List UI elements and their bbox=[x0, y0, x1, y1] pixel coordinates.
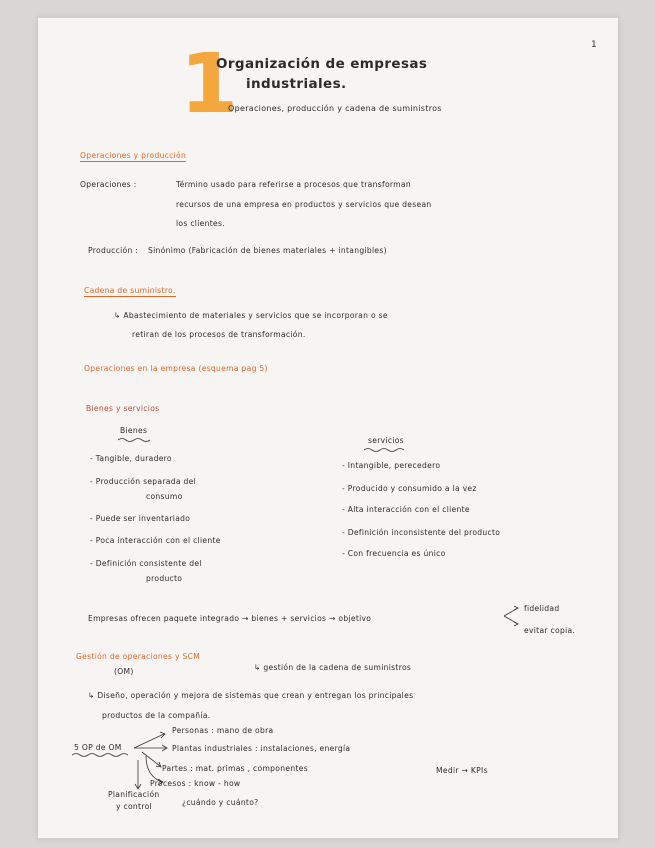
heading-operaciones: Operaciones y producción bbox=[80, 151, 187, 160]
om-definition-line2: productos de la compañía. bbox=[102, 711, 211, 720]
servicios-item: - Intangible, perecedero bbox=[342, 461, 441, 470]
five-p-item: Procesos : know - how bbox=[150, 779, 241, 788]
heading-bienes-servicios: Bienes y servicios bbox=[86, 404, 160, 413]
bienes-underline bbox=[118, 437, 154, 442]
plan-line1: Planificación bbox=[108, 790, 160, 799]
page-title-line1: Organización de empresas bbox=[216, 56, 428, 72]
five-p-underline bbox=[72, 752, 134, 758]
scm-definition: ↳ gestión de la cadena de suministros bbox=[254, 663, 412, 672]
bienes-title: Bienes bbox=[120, 426, 148, 435]
bienes-item: - Producción separada del bbox=[90, 477, 197, 486]
bienes-item: - Tangible, duradero bbox=[90, 454, 172, 463]
cadena-line1: ↳ Abastecimiento de materiales y servicios que se incorporan o se bbox=[114, 311, 388, 320]
heading-operaciones-empresa: Operaciones en la empresa (esquema pag 5) bbox=[84, 364, 268, 373]
bienes-item: producto bbox=[146, 574, 183, 583]
five-p-item: Partes : mat. primas , componentes bbox=[162, 764, 308, 773]
page-number: 1 bbox=[591, 40, 597, 50]
servicios-item: - Producido y consumido a la vez bbox=[342, 484, 477, 493]
page-subtitle: Operaciones, producción y cadena de suministros bbox=[228, 104, 442, 113]
plan-line2: y control bbox=[116, 802, 152, 811]
plan-question: ¿cuándo y cuánto? bbox=[182, 798, 259, 807]
five-p-label: 5 OP de OM bbox=[74, 743, 122, 752]
bienes-item: - Poca interacción con el cliente bbox=[90, 536, 221, 545]
bienes-item: - Definición consistente del bbox=[90, 559, 202, 568]
five-p-item: Personas : mano de obra bbox=[172, 726, 274, 735]
branch-arrows bbox=[502, 604, 522, 628]
def-operaciones-label: Operaciones : bbox=[80, 180, 137, 189]
chapter-number: 1 bbox=[180, 37, 238, 132]
om-abbr: (OM) bbox=[114, 667, 134, 676]
bienes-item: - Puede ser inventariado bbox=[90, 514, 191, 523]
servicios-underline bbox=[364, 447, 410, 452]
def-operaciones-line1: Término usado para referirse a procesos que transforman bbox=[176, 180, 411, 189]
cadena-line2: retiran de los procesos de transformación. bbox=[132, 330, 306, 339]
servicios-item: - Definición inconsistente del producto bbox=[342, 528, 501, 537]
paquete-text: Empresas ofrecen paquete integrado → bienes + servicios → objetivo bbox=[88, 614, 372, 623]
five-p-item: Plantas industriales : instalaciones, energía bbox=[172, 744, 351, 753]
heading-cadena: Cadena de suministro. bbox=[84, 286, 176, 295]
servicios-item: - Con frecuencia es único bbox=[342, 549, 446, 558]
om-definition-line1: ↳ Diseño, operación y mejora de sistemas que crean y entregan los principales bbox=[88, 691, 414, 700]
bienes-item: consumo bbox=[146, 492, 183, 501]
servicios-item: - Alta interacción con el cliente bbox=[342, 505, 470, 514]
servicios-title: servicios bbox=[368, 436, 404, 445]
notebook-page bbox=[38, 18, 618, 838]
def-operaciones-line3: los clientes. bbox=[176, 219, 225, 228]
goal-fidelidad: fidelidad bbox=[524, 604, 560, 613]
medir-kpis: Medir → KPIs bbox=[436, 766, 488, 775]
goal-evitar-copia: evitar copia. bbox=[524, 626, 576, 635]
def-produccion-label: Producción : bbox=[88, 246, 139, 255]
def-operaciones-line2: recursos de una empresa en productos y servicios que desean bbox=[176, 200, 432, 209]
page-title-line2: industriales. bbox=[246, 76, 347, 92]
def-produccion-text: Sinónimo (Fabricación de bienes materiales + intangibles) bbox=[148, 246, 387, 255]
heading-gestion: Gestión de operaciones y SCM bbox=[76, 652, 201, 661]
